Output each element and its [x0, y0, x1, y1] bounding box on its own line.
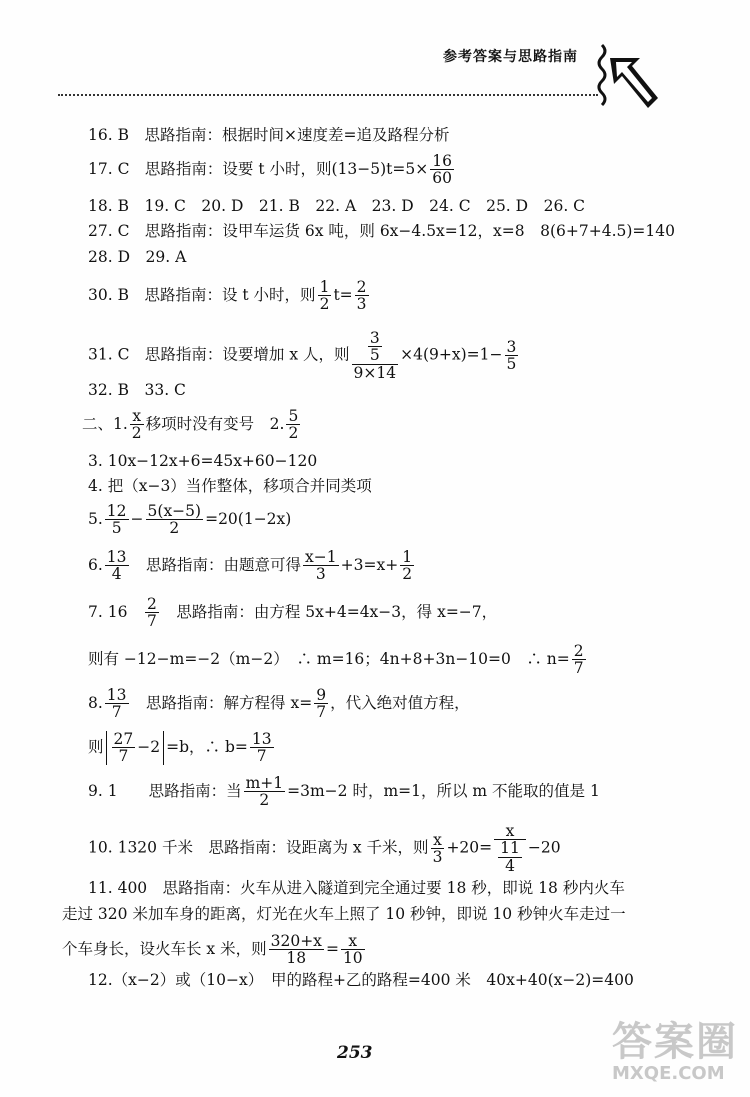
answer-17-text: 17. C 思路指南：设要 t 小时，则(13−5)t=5×	[88, 159, 429, 178]
inner-fraction: $\frac{3}{5}$	[369, 329, 380, 365]
answer-27: 27. C 思路指南：设甲车运货 6x 吨，则 6x−4.5x=12，x=8 8(6+7+4.5)=140	[88, 222, 675, 240]
fraction: $\frac{x}{2}$	[131, 407, 142, 443]
fraction: $\frac{2}{7}$	[573, 642, 584, 678]
watermark-logo-text: 答案圈	[612, 1019, 738, 1065]
fraction: $\frac{3}{5}$	[506, 337, 517, 373]
answer-16: 16. B 思路指南：根据时间×速度差=追及路程分析	[88, 126, 450, 144]
compound-fraction: $\frac{x}{\frac{11}{4}}$	[494, 823, 526, 874]
fraction: $\frac{2}{7}$	[146, 595, 157, 631]
section2-q3: 3. 10x−12x+6=45x+60−120	[88, 452, 318, 470]
section2-q11-line3: 个车身长，设火车长 x 米，则 $\frac{320+x}{18}$ = $\frac{x}{10}$	[62, 932, 363, 968]
section2-q6: 6. $\frac{13}{4}$ 思路指南：由题意可得 $\frac{x-1}{3}$ +3=x+ $\frac{1}{2}$	[88, 548, 413, 584]
section2-q8-line2: 则 $\frac{27}{7}$ −2 =b，∴ b= $\frac{13}{7}$	[88, 730, 272, 766]
answers-18-26: 18. B 19. C 20. D 21. B 22. A 23. D 24. C 25. D 26. C	[88, 197, 586, 215]
section2-q4: 4. 把（x−3）当作整体，移项合并同类项	[88, 477, 372, 495]
watermark	[612, 1010, 742, 1095]
section2-q11-line1: 11. 400 思路指南：火车从进入隧道到完全通过要 18 秒，即说 18 秒内火车	[88, 879, 625, 897]
fraction: $\frac{m+1}{2}$	[245, 774, 284, 810]
inner-fraction: $\frac{11}{4}$	[500, 839, 520, 875]
section2-q1-q2: 二、1. $\frac{x}{2}$ 移项时没有变号 2. $\frac{5}{2}$	[82, 407, 299, 443]
fraction: $\frac{5(x-5)}{2}$	[147, 502, 202, 538]
fraction: $\frac{13}{7}$	[251, 730, 272, 766]
fraction: $\frac{16}{60}$	[432, 152, 452, 188]
fraction: $\frac{1}{2}$	[402, 548, 413, 584]
fraction: $\frac{27}{7}$	[113, 730, 134, 766]
fraction: $\frac{12}{5}$	[106, 502, 127, 538]
section2-q7-line1: 7. 16 $\frac{2}{7}$ 思路指南：由方程 5x+4=4x−3，得 x=−7，	[88, 595, 498, 631]
fraction: $\frac{5}{2}$	[288, 407, 299, 443]
answers-32-33: 32. B 33. C	[88, 381, 186, 399]
fraction: $\frac{x}{10}$	[342, 932, 363, 968]
section2-q10: 10. 1320 千米 思路指南：设距离为 x 千米，则 $\frac{x}{3}$ +20= $\frac{x}{\frac{11}{4}}$ −20	[88, 822, 561, 875]
section2-q8-line1: 8. $\frac{13}{7}$ 思路指南：解方程得 x= $\frac{9}{7}$ ，代入绝对值方程，	[88, 686, 470, 722]
header-dotted-rule	[58, 94, 598, 96]
arrow-logo-icon	[592, 40, 662, 120]
page-number: 253	[337, 1043, 373, 1063]
fraction: $\frac{13}{4}$	[106, 548, 127, 584]
answer-30: 30. B 思路指南：设 t 小时，则 $\frac{1}{2}$ t= $\frac{2}{3}$	[88, 278, 367, 314]
answers-28-29: 28. D 29. A	[88, 248, 187, 266]
section2-q12: 12.（x−2）或（10−x） 甲的路程+乙的路程=400 米 40x+40(x−2)=400	[88, 971, 634, 989]
answer-17	[88, 153, 456, 187]
section2-q11-line2: 走过 320 米加车身的距离，灯光在火车上照了 10 秒钟，即说 10 秒钟火车走过一	[62, 905, 626, 923]
fraction: $\frac{1}{2}$	[319, 278, 330, 314]
fraction: $\frac{9}{7}$	[316, 686, 327, 722]
absolute-value: $\frac{27}{7}$ −2	[106, 731, 165, 765]
header-title: 参考答案与思路指南	[443, 49, 578, 65]
section2-q5: 5. $\frac{12}{5}$ − $\frac{5(x-5)}{2}$ =20(1−2x)	[88, 502, 292, 538]
fraction: $\frac{2}{3}$	[356, 278, 367, 314]
section2-q9: 9. 1 思路指南：当 $\frac{m+1}{2}$ =3m−2 时，m=1，所以 m 不能取的值是 1	[88, 774, 600, 810]
compound-fraction: $\frac{\frac{3}{5}}{9\times 14}$	[353, 329, 397, 382]
fraction: $\frac{x-1}{3}$	[305, 548, 337, 584]
fraction: $\frac{x}{3}$	[432, 830, 443, 866]
watermark-domain: MXQE.COM	[612, 1063, 725, 1084]
answer-31: 31. C 思路指南：设要增加 x 人，则 $\frac{\frac{3}{5}}{9\times 14}$ ×4(9+x)=1− $\frac{3}{5}$	[88, 329, 517, 382]
fraction: $\frac{13}{7}$	[106, 686, 127, 722]
section2-q7-line2: 则有 −12−m=−2（m−2） ∴ m=16；4n+8+3n−10=0 ∴ n= $\frac{2}{7}$	[88, 642, 584, 678]
fraction: $\frac{320+x}{18}$	[270, 932, 322, 968]
